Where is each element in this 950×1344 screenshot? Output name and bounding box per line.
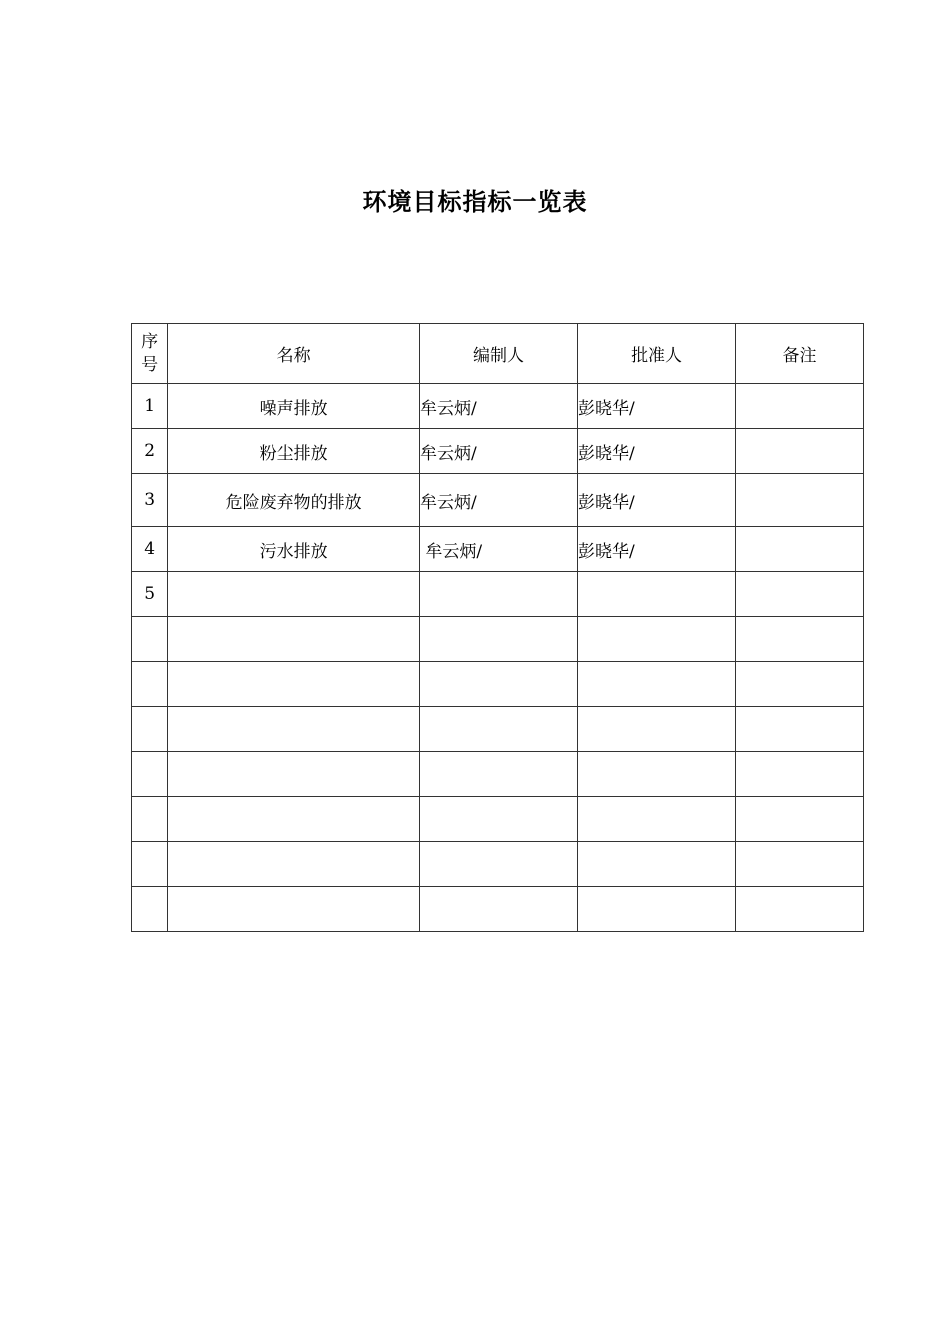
row-editor: 牟云炳/ [419,527,577,572]
empty-cell [168,887,420,932]
header-name: 名称 [168,324,420,384]
row-remark [736,474,864,527]
row-name: 危险废弃物的排放 [168,474,420,527]
header-number-line1: 序 [141,331,159,352]
empty-table-row [132,752,864,797]
empty-cell [419,707,577,752]
header-number [132,324,168,384]
empty-table-row [132,617,864,662]
table-row [132,429,864,474]
row-number: 1 [132,384,168,429]
empty-cell [168,662,420,707]
empty-cell [578,887,736,932]
empty-cell [736,887,864,932]
header-approver: 批准人 [578,324,736,384]
empty-cell [736,662,864,707]
empty-cell [168,842,420,887]
empty-cell [168,707,420,752]
empty-table-row [132,797,864,842]
empty-cell [736,842,864,887]
row-number: 4 [132,527,168,572]
row-approver: 彭晓华/ [578,429,736,474]
row-name: 污水排放 [168,527,420,572]
empty-cell [419,752,577,797]
empty-cell [132,752,168,797]
empty-cell [132,797,168,842]
empty-cell [736,752,864,797]
row-number: 2 [132,429,168,474]
empty-cell [736,797,864,842]
row-approver: 彭晓华/ [578,527,736,572]
header-editor: 编制人 [419,324,577,384]
row-number: 5 [132,572,168,617]
row-name: 粉尘排放 [168,429,420,474]
empty-cell [578,707,736,752]
empty-cell [419,887,577,932]
table-row [132,527,864,572]
empty-cell [132,662,168,707]
row-name: 噪声排放 [168,384,420,429]
empty-table-row [132,662,864,707]
empty-cell [168,617,420,662]
empty-cell [578,842,736,887]
empty-cell [419,797,577,842]
empty-cell [132,842,168,887]
empty-cell [132,707,168,752]
header-number-line2: 号 [141,354,159,375]
empty-cell [132,617,168,662]
table-row [132,384,864,429]
empty-cell [578,662,736,707]
table-row [132,572,864,617]
row-name [168,572,420,617]
empty-cell [419,842,577,887]
targets-table [131,323,864,932]
empty-table-row [132,707,864,752]
row-approver: 彭晓华/ [578,474,736,527]
row-number: 3 [132,474,168,527]
row-editor: 牟云炳/ [419,474,577,527]
row-remark [736,572,864,617]
empty-table-row [132,842,864,887]
row-remark [736,527,864,572]
empty-table-row [132,887,864,932]
empty-cell [168,752,420,797]
row-remark [736,384,864,429]
empty-cell [419,662,577,707]
row-editor: 牟云炳/ [419,429,577,474]
empty-cell [578,752,736,797]
table-header-row [132,324,864,384]
empty-cell [419,617,577,662]
empty-cell [736,707,864,752]
header-remark: 备注 [736,324,864,384]
empty-cell [736,617,864,662]
empty-cell [578,797,736,842]
row-editor: 牟云炳/ [419,384,577,429]
row-approver: 彭晓华/ [578,384,736,429]
empty-cell [132,887,168,932]
row-approver [578,572,736,617]
table-row [132,474,864,527]
empty-cell [168,797,420,842]
empty-cell [578,617,736,662]
row-editor [419,572,577,617]
row-remark [736,429,864,474]
document-title: 环境目标指标一览表 [362,188,588,216]
